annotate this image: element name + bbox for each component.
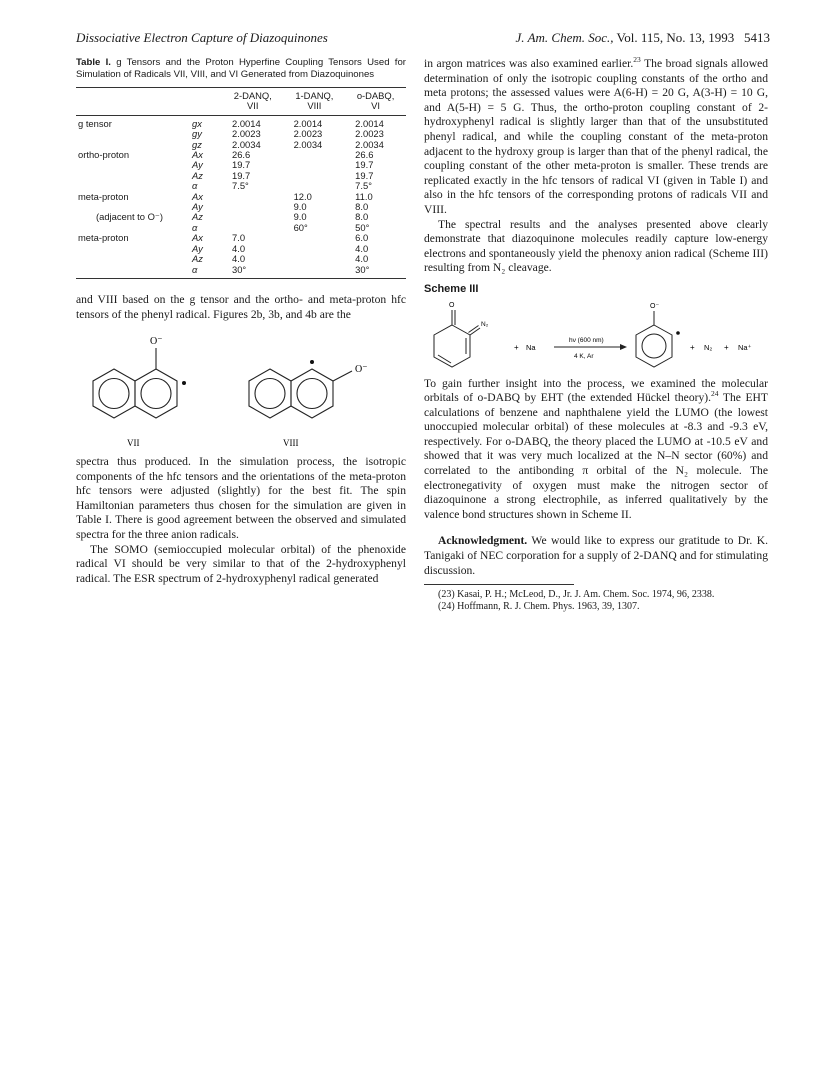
cell-2danq: 30° bbox=[222, 265, 284, 279]
product-radical-dot bbox=[676, 331, 680, 335]
scheme-arrow-top: hν (600 nm) bbox=[569, 336, 604, 344]
table-caption-text: g Tensors and the Proton Hyperfine Coupling Tensors Used for Simulation of Radicals VII, VIII, and VI Generated from Diazoquinones bbox=[76, 57, 406, 80]
table-caption bbox=[76, 57, 406, 80]
scheme-na: Na bbox=[526, 342, 536, 352]
row-label: meta-proton bbox=[78, 232, 129, 244]
scheme-iii-diagram bbox=[424, 297, 768, 377]
cell-odabq: 11.0 bbox=[355, 190, 373, 202]
reactant-ring bbox=[434, 325, 470, 367]
left-column bbox=[76, 57, 406, 586]
row-symbol: Ay bbox=[192, 201, 203, 213]
cell-2danq: 4.0 bbox=[232, 242, 246, 254]
cell-odabq: 4.0 bbox=[355, 242, 369, 254]
col-sub-viii: VIII bbox=[284, 101, 346, 115]
scheme-na-plus: Na⁺ bbox=[738, 342, 752, 352]
viii-o-minus: O⁻ bbox=[355, 364, 368, 376]
reaction-arrow-head bbox=[620, 344, 627, 350]
running-header-citation bbox=[516, 30, 770, 46]
row-label: ortho-proton bbox=[78, 149, 130, 161]
cell-odabq: 26.6 bbox=[355, 149, 374, 161]
row-label: (adjacent to O⁻) bbox=[96, 211, 163, 223]
reference-23: (23) Kasai, P. H.; McLeod, D., Jr. J. Am. Chem. Soc. 1974, 96, 2338. bbox=[438, 589, 715, 601]
hyperfine-table bbox=[76, 87, 406, 279]
journal-name: J. Am. Chem. Soc., bbox=[515, 30, 614, 45]
cell-1danq: 9.0 bbox=[293, 201, 307, 213]
left-paragraph-2: spectra thus produced. In the simulation process, the isotropic components of the hfc tensors and the orientations of the meta-proton hfc tensors were adjusted (slightly) for the best fit. The spin Hamiltonian parameters thus chosen for the simulation are given in Table I. There is good agreement between the observed and simulated spectra for the three anion radicals. bbox=[76, 455, 406, 542]
row-symbol: Ay bbox=[192, 159, 203, 171]
col-head-2danq: 2-DANQ, bbox=[222, 88, 284, 102]
row-symbol: α bbox=[192, 180, 198, 192]
cell-1danq bbox=[284, 233, 346, 243]
naphthoxy-structures bbox=[76, 322, 406, 455]
table-header-row bbox=[76, 88, 406, 102]
cell-2danq: 7.0 bbox=[232, 232, 246, 244]
cell-1danq bbox=[284, 244, 346, 254]
row-label bbox=[76, 171, 190, 181]
table-row bbox=[76, 254, 406, 264]
label-vii: VII bbox=[127, 438, 140, 449]
row-symbol: Az bbox=[192, 211, 203, 223]
row-label bbox=[76, 244, 190, 254]
cell-odabq: 8.0 bbox=[355, 211, 369, 223]
diazo-bond-a bbox=[470, 328, 480, 335]
row-label bbox=[76, 160, 190, 170]
left-paragraph-3: The SOMO (semioccupied molecular orbital) of the phenoxide radical VI should be very similar to that of the 2-hydroxyphenyl radical. The ESR spectrum of 2-hydroxyphenyl radical generated bbox=[76, 542, 406, 585]
cell-1danq bbox=[284, 150, 346, 160]
right-column bbox=[424, 57, 768, 613]
row-symbol: α bbox=[192, 221, 198, 233]
scheme-iii bbox=[424, 297, 768, 377]
cell-odabq: 50° bbox=[355, 221, 370, 233]
cell-1danq bbox=[284, 265, 346, 279]
structures-figure bbox=[76, 322, 406, 455]
row-label bbox=[76, 265, 190, 279]
scheme-o-minus: O⁻ bbox=[650, 302, 660, 310]
cell-1danq bbox=[284, 181, 346, 191]
cell-2danq: 2.0023 bbox=[232, 128, 261, 140]
diazo-bond-b bbox=[469, 325, 479, 332]
row-label bbox=[76, 254, 190, 264]
label-viii: VIII bbox=[283, 438, 299, 449]
footnote-rule bbox=[424, 584, 574, 585]
row-symbol: gy bbox=[192, 128, 202, 140]
row-symbol: gx bbox=[192, 117, 202, 129]
scheme-plus-2: + bbox=[690, 342, 695, 352]
viii-radical-dot bbox=[310, 360, 314, 364]
cell-1danq bbox=[284, 254, 346, 264]
row-symbol: Ay bbox=[192, 242, 203, 254]
vii-radical-dot bbox=[182, 381, 186, 385]
row-symbol: Az bbox=[192, 253, 203, 265]
cell-1danq: 2.0034 bbox=[293, 138, 323, 150]
row-symbol: gz bbox=[192, 138, 202, 150]
page-number: 5413 bbox=[744, 30, 770, 45]
col-head-odabq: o-DABQ, bbox=[345, 88, 406, 102]
row-symbol: Ax bbox=[192, 190, 203, 202]
reactant-double-bond-1 bbox=[438, 355, 451, 363]
acknowledgment bbox=[424, 534, 768, 578]
cell-odabq: 19.7 bbox=[355, 169, 374, 181]
table-row bbox=[76, 115, 406, 129]
scheme-title: Scheme III bbox=[424, 282, 479, 295]
cell-1danq: 9.0 bbox=[293, 211, 307, 223]
cell-2danq: 26.6 bbox=[232, 149, 251, 161]
cell-1danq bbox=[284, 171, 346, 181]
ref-24-marker: 24 bbox=[711, 389, 719, 399]
cell-odabq: 7.5° bbox=[355, 180, 372, 192]
cell-2danq bbox=[222, 212, 284, 222]
ref-23-marker: 23 bbox=[633, 55, 641, 65]
cell-2danq bbox=[222, 202, 284, 212]
cell-odabq: 30° bbox=[345, 265, 406, 279]
cell-odabq: 19.7 bbox=[355, 159, 374, 171]
table-body bbox=[76, 115, 406, 278]
acknowledgment-heading: Acknowledgment. bbox=[438, 534, 528, 548]
col-head-1danq: 1-DANQ, bbox=[284, 88, 346, 102]
row-symbol: Ax bbox=[192, 149, 203, 161]
table-label: Table I. bbox=[76, 57, 111, 68]
cell-odabq: 2.0014 bbox=[355, 117, 384, 129]
scheme-plus-3: + bbox=[724, 342, 729, 352]
col-sub-vi: VI bbox=[345, 101, 406, 115]
scheme-o-label: O bbox=[449, 301, 455, 309]
row-symbol: Ax bbox=[192, 232, 203, 244]
viii-aromatic-circle-right bbox=[297, 379, 327, 409]
row-label: g tensor bbox=[78, 117, 112, 129]
scheme-plus-1: + bbox=[514, 342, 519, 352]
acknowledgment-body: We would like to express our gratitude to Dr. K. Tanigaki of NEC corporation for a supply of 2-DANQ and for stimulating discussion. bbox=[424, 534, 768, 577]
right-paragraph-1: in argon matrices was also examined earlier.$^{23}$ The broad signals allowed determination of only the isotropic coupling constants of the ortho and meta protons; the assessed values were A(6-H) = 20 G, A(3-H) = 10 G, and A(5-H) = 5 G. Thus, the ortho-proton coupling constant of 2-hydroxyphenyl radical is slightly larger than that of the unsubstituted phenyl radical, and while the coupling constant of the meta-proton adjacent to the hydroxy group is larger than that of the phenyl radical, the coupling constant of the other meta-proton is smaller. These trends are replicated exactly in the hfc tensors of radical VI (given in Table I) and also in the hfc tensors of the corresponding protons of radicals VII and VIII. bbox=[424, 55, 769, 216]
cell-2danq: 19.7 bbox=[232, 169, 251, 181]
reference-list bbox=[424, 589, 768, 613]
left-paragraph-1: and VIII based on the g tensor and the ortho- and meta-proton hfc tensors of the phenyl radical. Figures 2b, 3b, and 4b are the bbox=[76, 292, 406, 321]
product-ring bbox=[636, 325, 672, 367]
cell-1danq: 12.0 bbox=[293, 190, 312, 202]
cell-odabq: 6.0 bbox=[355, 232, 369, 244]
scheme-n2-product: N₂ bbox=[704, 342, 713, 352]
cell-2danq bbox=[222, 192, 284, 202]
cell-1danq: 60° bbox=[293, 221, 308, 233]
cell-odabq: 2.0023 bbox=[355, 128, 384, 140]
scheme-arrow-bottom: 4 K, Ar bbox=[574, 352, 594, 360]
cell-odabq: 4.0 bbox=[355, 253, 369, 265]
cell-2danq: 2.0014 bbox=[232, 117, 261, 129]
cell-2danq: 4.0 bbox=[232, 253, 246, 265]
product-aromatic-circle bbox=[642, 334, 666, 358]
reference-24: (24) Hoffmann, R. J. Chem. Phys. 1963, 39, 1307. bbox=[438, 601, 640, 613]
vii-aromatic-circle-right bbox=[141, 379, 171, 409]
row-label: meta-proton bbox=[78, 190, 129, 202]
table-row bbox=[76, 265, 406, 279]
viii-o-bond bbox=[333, 371, 352, 381]
vii-o-minus: O⁻ bbox=[150, 336, 163, 348]
right-paragraph-3: To gain further insight into the process, we examined the molecular orbitals of o-DABQ by EHT (the extended Hückel theory).$^{24}$ The EHT calculations of benzene and naphthalene yield the LUMO (the lowest unoccupied molecular orbital) of these molecules at -8.3 and -9.3 eV, respectively. For o-DABQ, the theory placed the LUMO at -10.5 eV and showed that it was very much localized at the N–N sector (60%) and correlated to the antibonding π orbital of the N₂ molecule. The electronegativity of oxygen must make the nitrogen sector of diazoquinone a strong electrophile, as inferred qualitatively by the valence bond structures shown in Scheme II. bbox=[424, 376, 768, 521]
row-symbol: Az bbox=[192, 169, 203, 181]
viii-aromatic-circle-left bbox=[255, 379, 285, 409]
table-subheader-row bbox=[76, 101, 406, 115]
volume-info: Vol. 115, No. 13, 1993 bbox=[616, 30, 735, 45]
running-header-title: Dissociative Electron Capture of Diazoquinones bbox=[76, 30, 328, 45]
cell-1danq: 2.0023 bbox=[293, 128, 323, 140]
cell-odabq: 8.0 bbox=[355, 201, 369, 213]
cell-odabq: 2.0034 bbox=[355, 138, 384, 150]
right-paragraph-2: The spectral results and the analyses presented above clearly demonstrate that diazoquinone molecules readily capture low-energy electrons and spontaneously yield the phenoxy anion radical (Scheme III) resulting from N₂ cleavage. bbox=[424, 217, 768, 275]
scheme-n2-label: N₂ bbox=[481, 320, 489, 328]
row-label bbox=[76, 129, 190, 139]
cell-2danq: 19.7 bbox=[232, 159, 251, 171]
cell-1danq: 2.0014 bbox=[293, 117, 323, 129]
row-symbol: α bbox=[190, 265, 222, 279]
cell-2danq: 2.0034 bbox=[232, 138, 261, 150]
col-sub-vii: VII bbox=[222, 101, 284, 115]
vii-aromatic-circle-left bbox=[99, 379, 129, 409]
cell-1danq bbox=[284, 160, 346, 170]
cell-2danq: 7.5° bbox=[232, 180, 249, 192]
